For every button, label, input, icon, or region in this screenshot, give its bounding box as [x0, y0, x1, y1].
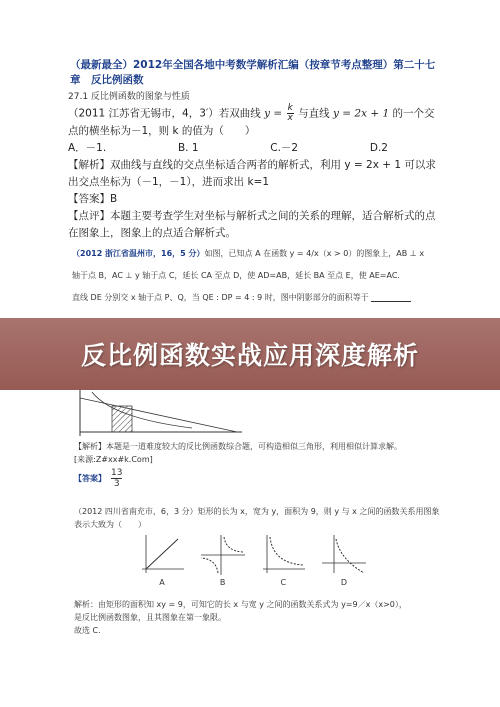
option-d: D.2 [369, 142, 388, 154]
hyperbola-first-quadrant-graph [259, 533, 307, 577]
graph-option-b: B [199, 533, 247, 588]
graph-option-a: A [138, 533, 186, 588]
section-title: 27.1 反比例函数的图象与性质 [68, 92, 190, 102]
q1-comment: 【点评】本题主要考查学生对坐标与解析式之间的关系的理解，适合解析式的点在图象上，图象上的点适合解析式。 [68, 210, 436, 239]
document-title: （最新最全）2012年全国各地中考数学解析汇编（按章节考点整理）第二十七章 反比例函数 [70, 59, 436, 86]
option-a: A．－1. [68, 142, 107, 154]
q2-line1: （2012 浙江省温州市，16，5 分）如图，已知点 A 在函数 y = 4/x（x > 0）的图象上，AB ⊥ x [72, 249, 425, 258]
title-banner [0, 318, 500, 390]
hyperbola-shifted-graph [320, 533, 368, 577]
question-2 [72, 243, 440, 309]
q1-stem: （2011 江苏省无锡市，4，3′）若双曲线 y = $\frac{k}{x}$ 与直线 y = 2x + 1 的一个交点的横坐标为－1，则 k 的值为（ ） [68, 103, 435, 137]
answer-blank [371, 293, 411, 302]
graph-option-d: D [320, 533, 368, 588]
q2-figure [72, 388, 247, 438]
option-c: C.－2 [270, 142, 299, 154]
banner-title: 反比例函数实战应用深度解析 [80, 341, 419, 370]
q1-fraction: $\frac{k}{x}$ [287, 103, 293, 123]
answer-fraction: $\frac{13}{3}$ [111, 468, 123, 489]
source-tag: [来源:Z#xx#k.Com] [74, 455, 153, 464]
q2-answer: 【答案】 $\frac{13}{3}$ [74, 468, 123, 489]
linear-graph [138, 533, 186, 577]
geometry-figure [72, 388, 247, 438]
q2-analysis: 【解析】本题是一道难度较大的反比例函数综合题，可构造相似三角形，利用相似计算求解。 [来源:Z#xx#k.Com] [74, 440, 440, 466]
question-1 [68, 104, 440, 242]
q2-source: （2012 浙江省温州市，16，5 分） [72, 249, 205, 258]
q2-line2: 轴于点 B，AC ⊥ y 轴于点 C，延长 CA 至点 D，使 AD=AB，延长 BA 至点 E，使 AE=AC. [72, 271, 400, 280]
hyperbola-two-branch-graph [199, 533, 247, 577]
question-3: （2012 四川省南充市，6，3 分）矩形的长为 x，宽为 y，面积为 9，则 y 与 x 之间的函数关系用图象表示大致为（ ） [74, 507, 440, 529]
graph-option-c: C [259, 533, 307, 588]
q1-options [68, 140, 388, 157]
q3-graph-options [138, 533, 368, 588]
q1-analysis: 【解析】双曲线与直线的交点坐标适合两者的解析式，利用 y = 2x + 1 可以求出交点坐标为（－1，－1），进而求出 k=1 [68, 159, 436, 188]
q3-solution: 解析：由矩形的面积知 xy = 9，可知它的长 x 与宽 y 之间的函数关系式为 y=9／x（x>0）， 是反比例函数图象，且其图象在第一象限。 故选 C. [74, 600, 407, 635]
option-b: B. 1 [177, 142, 199, 154]
q1-answer: 【答案】B [68, 193, 118, 205]
q2-line3: 直线 DE 分别交 x 轴于点 P、Q，当 QE : DP = 4 : 9 时，图中阴影部分的面积等于 [72, 287, 440, 309]
